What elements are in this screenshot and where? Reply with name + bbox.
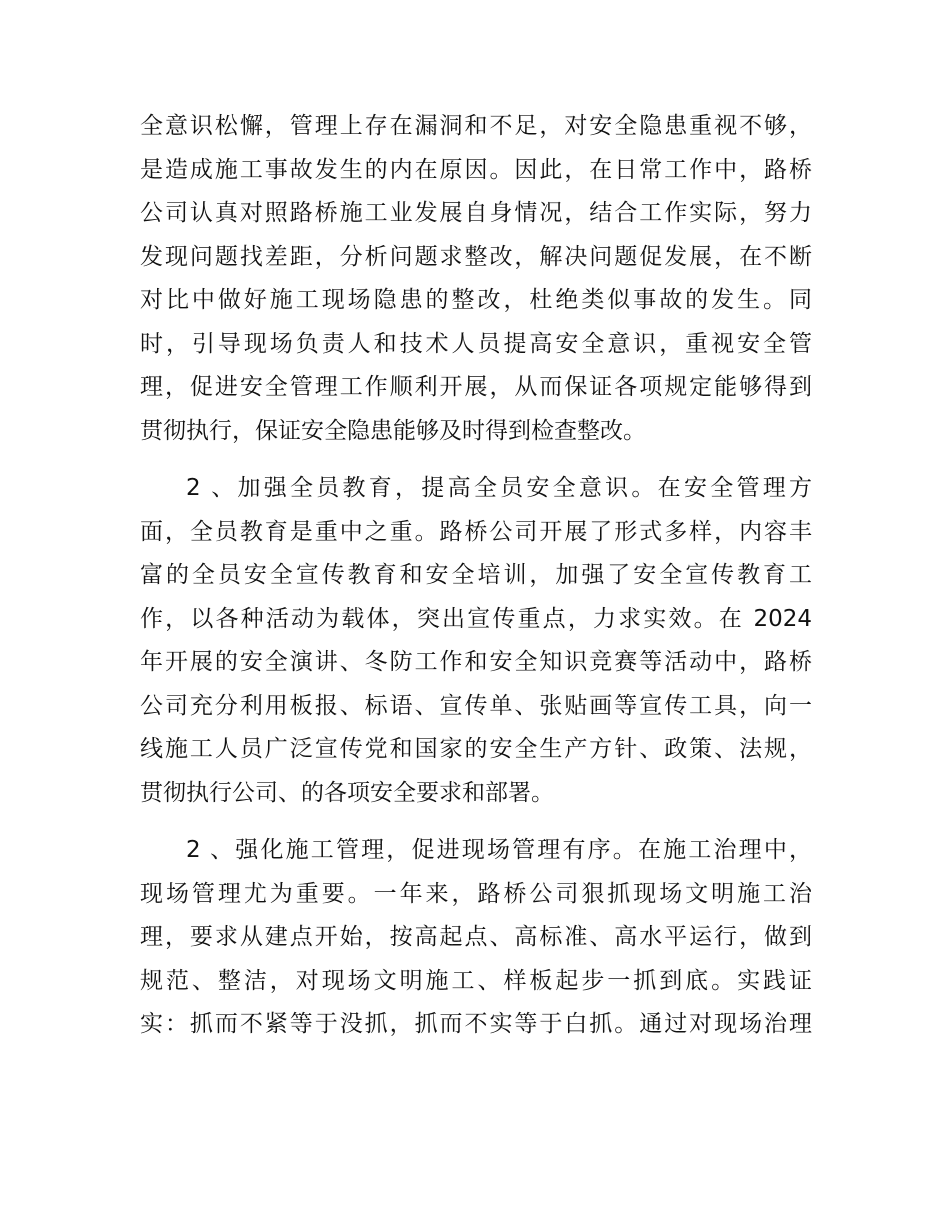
text-line: 实：抓而不紧等于没抓，抓而不实等于白抓。通过对现场治理 [140,1011,812,1037]
paragraph-3 [140,829,812,1047]
text-line: 规范、整洁，对现场文明施工、样板起步一抓到底。实践证 [140,967,812,994]
text-line: 现场管理尤为重要。一年来，路桥公司狠抓现场文明施工治 [140,880,812,907]
paragraph-2 [140,467,812,815]
text-line: 富的全员安全宣传教育和安全培训，加强了安全宣传教育工 [140,562,812,588]
text-line: 线施工人员广泛宣传党和国家的安全生产方针、政策、法规， [140,736,812,762]
text-line: 发现问题找差距，分析问题求整改，解决问题促发展，在不断 [140,243,812,270]
text-line: 公司认真对照路桥施工业发展自身情况，结合工作实际，努力 [140,200,812,226]
text-line: 理，要求从建点开始，按高起点、高标准、高水平运行，做到 [140,924,812,950]
paragraph-1 [140,105,812,453]
text-line: 贯彻执行，保证安全隐患能够及时得到检查整改。 [140,417,646,444]
text-line: 公司充分利用板报、标语、宣传单、张贴画等宣传工具，向一 [140,692,812,719]
document-body [140,105,812,1047]
text-line: 2 、强化施工管理，促进现场管理有序。在施工治理中， [186,837,812,863]
text-line: 2 、加强全员教育，提高全员安全意识。在安全管理方 [186,475,812,501]
text-line: 对比中做好施工现场隐患的整改，杜绝类似事故的发生。同 [140,287,812,313]
text-line: 贯彻执行公司、的各项安全要求和部署。 [140,779,554,806]
text-line: 是造成施工事故发生的内在原因。因此，在日常工作中，路桥 [140,156,812,183]
text-line: 时，引导现场负责人和技术人员提高安全意识，重视安全管 [140,330,812,357]
text-line: 年开展的安全演讲、冬防工作和安全知识竞赛等活动中，路桥 [140,649,812,675]
text-line: 全意识松懈，管理上存在漏洞和不足，对安全隐患重视不够， [140,113,812,139]
text-line: 面，全员教育是重中之重。路桥公司开展了形式多样，内容丰 [140,518,812,545]
text-line: 作，以各种活动为载体，突出宣传重点，力求实效。在 2024 [140,605,812,632]
text-line: 理，促进安全管理工作顺利开展，从而保证各项规定能够得到 [140,374,812,400]
